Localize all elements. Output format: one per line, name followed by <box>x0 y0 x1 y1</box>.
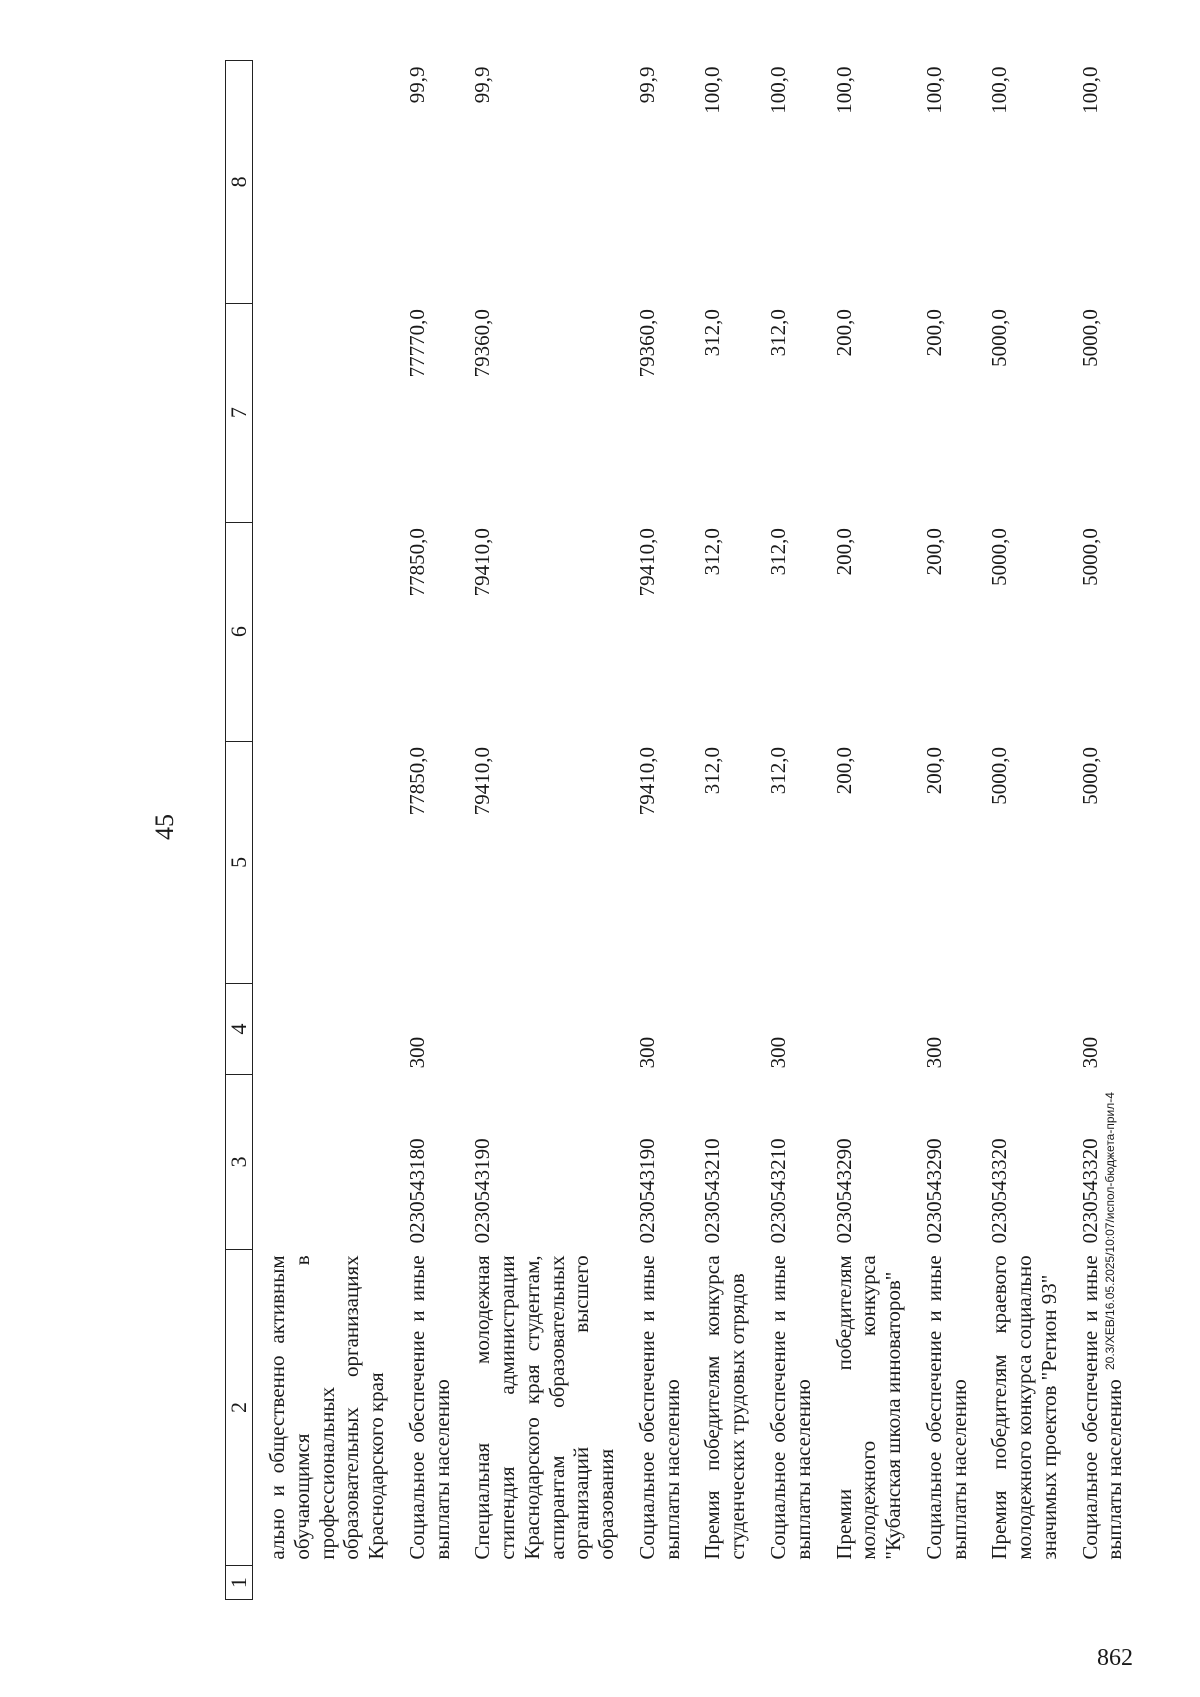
cell-c2: Премия победителям конкурса студенческих трудовых отрядов <box>700 1255 750 1560</box>
col-header-8: 8 <box>226 61 253 304</box>
cell-c4: 300 <box>921 1036 946 1069</box>
cell-c8: 100,0 <box>700 66 725 114</box>
table-row <box>975 61 1065 1600</box>
table-row <box>458 61 623 1600</box>
col-header-3: 3 <box>226 1074 253 1249</box>
rotated-page <box>130 60 1130 1660</box>
cell-c3: 0230543190 <box>470 1138 495 1244</box>
cell-c2: Социальное обеспечение и иные выплаты населению <box>766 1255 815 1560</box>
cell-c5: 200,0 <box>831 747 856 795</box>
header-row <box>226 61 253 1600</box>
table-row <box>253 61 393 1600</box>
cell-c8: 100,0 <box>987 66 1012 114</box>
cell-c5 <box>253 741 393 984</box>
cell-c1 <box>975 1566 1065 1600</box>
cell-c2: ально и общественно активным обучающимся в профессиональных образовательных организациях Краснодарского края <box>265 1255 389 1560</box>
cell-c1 <box>253 1566 393 1600</box>
cell-c5: 77850,0 <box>404 747 429 816</box>
cell-c7: 79360,0 <box>470 309 495 378</box>
cell-c5: 312,0 <box>700 747 725 795</box>
cell-c3: 0230543210 <box>700 1138 725 1244</box>
cell-c1 <box>393 1566 459 1600</box>
cell-c3: 0230543320 <box>987 1138 1012 1244</box>
cell-c2: Социальное обеспечение и иные выплаты населению <box>634 1255 684 1560</box>
cell-c1 <box>688 1566 754 1600</box>
cell-c4 <box>253 984 393 1075</box>
cell-c8 <box>253 61 393 304</box>
cell-c4 <box>820 984 910 1075</box>
cell-c7: 200,0 <box>921 309 946 357</box>
cell-c8: 100,0 <box>831 66 856 114</box>
cell-c3 <box>253 1074 393 1249</box>
cell-c6: 312,0 <box>766 528 791 576</box>
cell-c8: 100,0 <box>766 66 791 114</box>
cell-c2: Социальное обеспечение и иные выплаты населению <box>921 1255 971 1560</box>
table-row <box>754 61 820 1600</box>
cell-c8: 100,0 <box>1077 66 1102 114</box>
cell-c3: 0230543190 <box>634 1138 659 1244</box>
cell-c7: 312,0 <box>766 309 791 357</box>
cell-c5: 200,0 <box>921 747 946 795</box>
table-row <box>910 61 976 1600</box>
table-body <box>253 61 1132 1600</box>
col-header-1: 1 <box>226 1566 253 1600</box>
cell-c8: 99,9 <box>404 66 429 104</box>
col-header-2: 2 <box>226 1249 253 1565</box>
cell-c4: 300 <box>634 1036 659 1069</box>
cell-c5: 5000,0 <box>1077 747 1102 805</box>
cell-c8: 99,9 <box>470 66 495 104</box>
cell-c5: 79410,0 <box>470 747 495 816</box>
page-number: 45 <box>150 814 179 840</box>
cell-c4: 300 <box>404 1036 429 1069</box>
table-row <box>688 61 754 1600</box>
col-header-4: 4 <box>226 984 253 1075</box>
cell-c4: 300 <box>1077 1036 1102 1069</box>
cell-c7: 312,0 <box>700 309 725 357</box>
cell-c6: 5000,0 <box>987 528 1012 586</box>
cell-c6: 200,0 <box>921 528 946 576</box>
table-row <box>623 61 689 1600</box>
table-row <box>1066 61 1132 1600</box>
cell-c6: 5000,0 <box>1077 528 1102 586</box>
cell-c6: 79410,0 <box>470 528 495 597</box>
table-row <box>393 61 459 1600</box>
cell-c3: 0230543320 <box>1077 1138 1102 1244</box>
footer-code: 20.3/XEB/16.05.2025/10:07/испол-бюджета-прил-4 <box>1103 1092 1117 1370</box>
col-header-7: 7 <box>226 303 253 522</box>
cell-c4: 300 <box>766 1036 791 1069</box>
cell-c7: 5000,0 <box>1077 309 1102 367</box>
cell-c3: 0230543210 <box>766 1138 791 1244</box>
cell-c7 <box>253 303 393 522</box>
cell-c5: 79410,0 <box>634 747 659 816</box>
cell-c1 <box>820 1566 910 1600</box>
cell-c1 <box>1066 1566 1132 1600</box>
cell-c1 <box>458 1566 623 1600</box>
cell-c3: 0230543180 <box>404 1138 429 1244</box>
cell-c3: 0230543290 <box>921 1138 946 1244</box>
cell-c8: 99,9 <box>634 66 659 104</box>
cell-c1 <box>910 1566 976 1600</box>
budget-table <box>225 60 1131 1600</box>
col-header-6: 6 <box>226 522 253 741</box>
cell-c8: 100,0 <box>921 66 946 114</box>
cell-c2: Специальная молодежная стипендия администрации Краснодарского края студентам, аспирантам образовательных организаций высшего образования <box>470 1255 619 1560</box>
cell-c6: 312,0 <box>700 528 725 576</box>
cell-c6: 200,0 <box>831 528 856 576</box>
cell-c7: 200,0 <box>831 309 856 357</box>
cell-c4 <box>458 984 623 1075</box>
col-header-5: 5 <box>226 741 253 984</box>
cell-c5: 5000,0 <box>987 747 1012 805</box>
cell-c2: Премии победителям молодежного конкурса "Кубанская школа инноваторов" <box>831 1255 906 1560</box>
cell-c7: 77770,0 <box>404 309 429 378</box>
cell-c2: Социальное обеспечение и иные выплаты населению <box>1077 1255 1127 1560</box>
cell-c2: Социальное обеспечение и иные выплаты населению <box>404 1255 454 1560</box>
cell-c6: 79410,0 <box>634 528 659 597</box>
table-row <box>820 61 910 1600</box>
cell-c4 <box>975 984 1065 1075</box>
cell-c3: 0230543290 <box>831 1138 856 1244</box>
sheet-number: 862 <box>1097 1645 1133 1671</box>
cell-c7: 79360,0 <box>634 309 659 378</box>
cell-c5: 312,0 <box>766 747 791 795</box>
cell-c6 <box>253 522 393 741</box>
cell-c1 <box>754 1566 820 1600</box>
cell-c4 <box>688 984 754 1075</box>
cell-c6: 77850,0 <box>404 528 429 597</box>
cell-c1 <box>623 1566 689 1600</box>
cell-c7: 5000,0 <box>987 309 1012 367</box>
cell-c2: Премия победителям краевого молодежного конкурса социально значимых проектов "Регион 93" <box>987 1255 1061 1560</box>
